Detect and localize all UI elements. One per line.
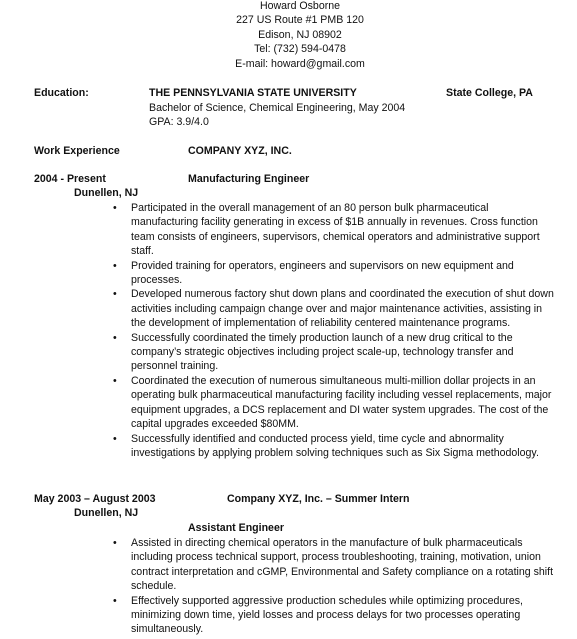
bullet-icon: •	[113, 432, 117, 445]
bullet-text: Successfully identified and conducted process yield, time cycle and abnormality investigations by applying problem solving techniques such as Six Sigma methodology.	[131, 432, 539, 459]
bullet-text: Assisted in directing chemical operators in the manufacture of bulk pharmaceuticals including process technical support, process troubleshooting, training, motivation, union contract interpretation and cGMP, Environmental and Safety compliance on a rotating shift schedule.	[131, 537, 554, 593]
work-bullet-list	[113, 201, 555, 460]
intern-company: Company XYZ, Inc. – Summer Intern	[227, 493, 410, 505]
bullet-icon: •	[113, 202, 117, 214]
intern-bullet-list	[113, 536, 555, 637]
bullet-text: Coordinated the execution of numerous simultaneous multi-million dollar projects in an operating bulk pharmaceutical manufacturing facility including vessel replacements, major equipment upgrades, a DCS replacement and DI water system upgrades. The cost of the capital upgrades exceeded $80MM.	[131, 374, 552, 431]
education-label: Education:	[34, 87, 89, 99]
bullet-text: Successfully coordinated the timely production launch of a new drug critical to the company’s strategic objectives including project scale-up, technology transfer and personnel training.	[131, 331, 514, 373]
bullet-text: Developed numerous factory shut down plans and coordinated the execution of shut down activities including campaign change over and major maintenance activities, assisting in the development of implementation of reliability centered maintenance programs.	[131, 288, 554, 330]
bullet-icon: •	[113, 288, 117, 301]
list-item	[113, 331, 555, 374]
bullet-icon: •	[113, 259, 117, 272]
bullet-icon: •	[113, 537, 117, 549]
intern-period: May 2003 – August 2003	[34, 493, 156, 505]
intern-location: Dunellen, NJ	[74, 507, 139, 519]
work-title: Manufacturing Engineer	[188, 173, 310, 185]
bullet-icon: •	[113, 331, 117, 344]
list-item	[113, 432, 555, 461]
list-item	[113, 594, 555, 637]
list-item	[113, 201, 555, 259]
list-item	[113, 536, 555, 594]
education-school: THE PENNSYLVANIA STATE UNIVERSITY	[149, 87, 357, 99]
list-item	[113, 287, 555, 330]
work-location: Dunellen, NJ	[74, 187, 139, 199]
education-degree: Bachelor of Science, Chemical Engineering, May 2004	[149, 102, 406, 114]
education-gpa: GPA: 3.9/4.0	[149, 116, 209, 128]
intern-title: Assistant Engineer	[188, 522, 284, 534]
work-experience-label: Work Experience	[34, 145, 120, 157]
list-item	[113, 374, 555, 432]
list-item	[113, 259, 555, 288]
bullet-text: Provided training for operators, engineers and supervisors on new equipment and processes.	[131, 259, 514, 287]
contact-phone: Tel: (732) 594-0478	[254, 43, 346, 55]
contact-name: Howard Osborne	[259, 0, 341, 12]
contact-email: E-mail: howard@gmail.com	[235, 58, 365, 70]
work-period: 2004 - Present	[34, 173, 106, 185]
work-company: COMPANY XYZ, INC.	[188, 145, 292, 157]
contact-address-line2: Edison, NJ 08902	[258, 29, 342, 41]
bullet-text: Effectively supported aggressive production schedules while optimizing procedures, minimizing down time, yield losses and process delays for two processes operating simultaneously.	[131, 594, 523, 636]
bullet-icon: •	[113, 594, 117, 607]
bullet-icon: •	[113, 374, 117, 387]
bullet-text: Participated in the overall management of an 80 person bulk pharmaceutical manufacturing facility generating in excess of $1B annually in revenues. Cross function team consists of engineers, supervisors, chemical operators and administrative support staff.	[131, 202, 540, 258]
education-location: State College, PA	[446, 87, 533, 99]
contact-address-line1: 227 US Route #1 PMB 120	[236, 14, 364, 26]
